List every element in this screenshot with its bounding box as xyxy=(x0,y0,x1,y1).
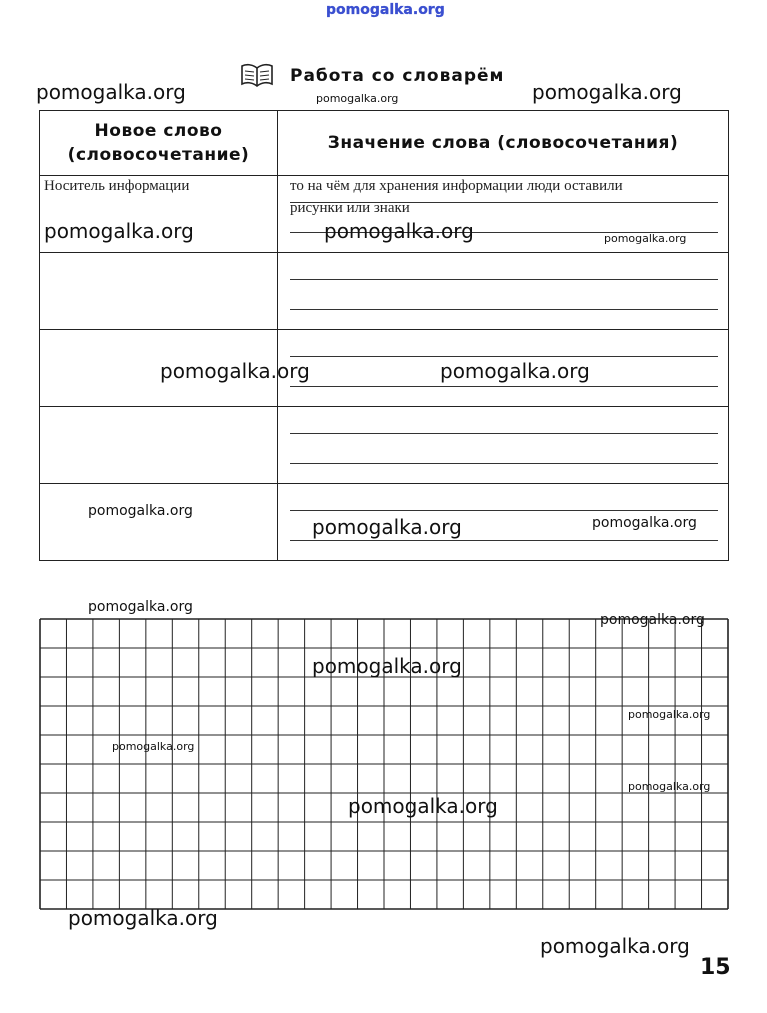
watermark: pomogalka.org xyxy=(440,359,590,383)
word-text: Носитель информации xyxy=(44,178,190,194)
word-cell[interactable] xyxy=(40,407,278,484)
watermark: pomogalka.org xyxy=(628,708,711,721)
table-row xyxy=(40,330,729,407)
watermark: pomogalka.org xyxy=(160,359,310,383)
word-cell[interactable] xyxy=(40,253,278,330)
meaning-cell[interactable] xyxy=(278,407,729,484)
watermark: pomogalka.org xyxy=(312,515,462,539)
watermark: pomogalka.org xyxy=(316,92,399,105)
col1-header-cell xyxy=(40,111,278,176)
watermark: pomogalka.org xyxy=(348,794,498,818)
meaning-text: то на чём для хранения информации люди оставили xyxy=(290,178,623,194)
watermark: pomogalka.org xyxy=(36,80,186,104)
meaning-cell[interactable] xyxy=(278,253,729,330)
table-row xyxy=(40,407,729,484)
watermark: pomogalka.org xyxy=(88,503,193,519)
section-title: Работа со словарём xyxy=(290,66,505,86)
watermark: pomogalka.org xyxy=(540,934,690,958)
col1-header-line1: Новое слово xyxy=(94,121,223,141)
col1-header-line2: (словосочетание) xyxy=(67,145,250,165)
watermark: pomogalka.org xyxy=(44,219,194,243)
watermark: pomogalka.org xyxy=(68,906,218,930)
word-cell[interactable] xyxy=(40,484,278,561)
watermark: pomogalka.org xyxy=(88,599,193,615)
watermark: pomogalka.org xyxy=(600,612,705,628)
watermark: pomogalka.org xyxy=(604,232,687,245)
watermark: pomogalka.org xyxy=(628,780,711,793)
page-number: 15 xyxy=(700,955,731,980)
table-row xyxy=(40,253,729,330)
watermark: pomogalka.org xyxy=(324,219,474,243)
col2-header: Значение слова (словосочетания) xyxy=(327,133,679,153)
meaning-text: рисунки или знаки xyxy=(290,200,410,216)
col2-header-cell xyxy=(278,111,729,176)
vocabulary-table xyxy=(39,110,729,561)
watermark: pomogalka.org xyxy=(592,515,697,531)
watermark: pomogalka.org xyxy=(312,654,462,678)
watermark-top: pomogalka.org xyxy=(326,2,445,18)
open-book-icon xyxy=(240,62,274,88)
watermark: pomogalka.org xyxy=(532,80,682,104)
watermark: pomogalka.org xyxy=(112,740,195,753)
